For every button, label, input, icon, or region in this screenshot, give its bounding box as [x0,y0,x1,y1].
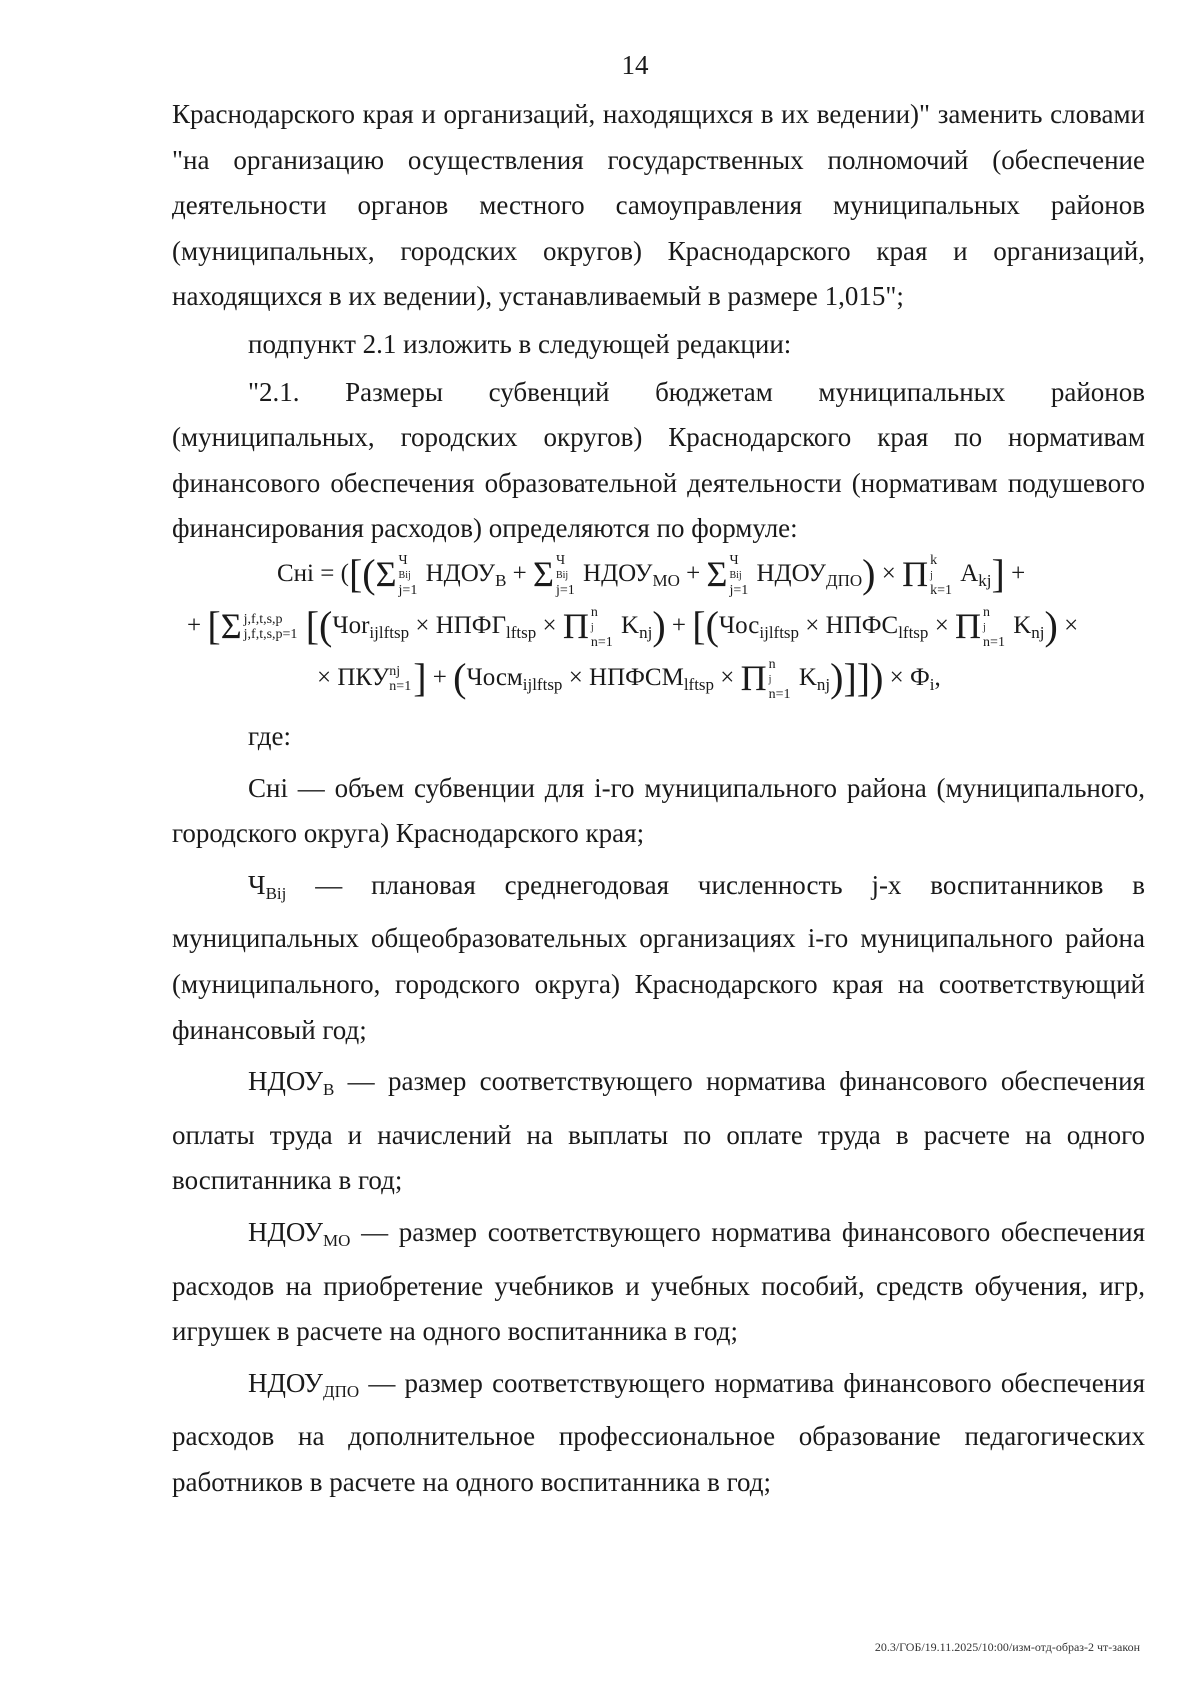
def-ndoudpo: $НДОУ_{ДПО}$ — размер соответствующего норматива финансового обеспечения расходов на дополнительное профессиональное образование педагогических работников в расчете на одного воспитанника в год; [172,1367,1145,1497]
text-block-top [172,92,1145,552]
footer-reference: 20.3/ГОБ/19.11.2025/10:00/изм-отд-образ-2 чт-закон [874,1640,1140,1654]
where-label: где: [248,721,291,751]
formula-line-2: + [Σ j,f,t,s,p j,f,t,s,p=1 [($Чоr_{ijlftsp} \times НПФГ_{lftsp} \times \Pi$ n j n=1 $K_{nj}) + [(Чос_{ijlftsp}$ × $НПФС_{lftsp} \times \Pi$ n j n=1 $K_{nj}$) × [187,603,1079,650]
def-ch: $Ч_{Вij}$ — плановая среднегодовая численность j-х воспитанников в муниципальных общеобразовательных организациях i-го муниципального района (муниципального, городского округа) Краснодарского края на соответствующий финансовый год; [172,869,1145,1045]
formula-line-3: × ПКУ nj n=1 ] + (Чосм$_{ijlftsp}$ × $НПФСМ_{lftsp} \times \Pi$ n j n=1 $K_{nj})]]) \times Ф_i$, [317,655,941,702]
def-ndoumo: $НДОУ_{МО}$ — размер соответствующего норматива финансового обеспечения расходов на приобретение учебников и учебных пособий, средств обучения, игр, игрушек в расчете на одного воспитанника в год; [172,1216,1145,1347]
paragraph-2-1: "2.1. Размеры субвенций бюджетам муниципальных районов (муниципальных, городских округов) Краснодарского края по нормативам финансового обеспечения образовательной деятельности (нормативам подушевого финансирования расходов) определяются по формуле: [172,376,1145,544]
paragraph-continuation: Краснодарского края и организаций, находящихся в их ведении)" заменить словами "на организацию осуществления государственных полномочий (обеспечение деятельности органов местного самоуправления муниципальных районов (муниципальных, городских округов) Краснодарского края и организаций, находящихся в их ведении), устанавливаемый в размере 1,015"; [172,99,1145,312]
def-ndouv: $НДОУ_В$ — размер соответствующего норматива финансового обеспечения оплаты труда и начислений на выплаты по оплате труда в расчете на одного воспитанника в год; [172,1066,1145,1196]
paragraph-subpoint: подпункт 2.1 изложить в следующей редакции: [248,328,792,359]
text-block-definitions [172,714,1145,1506]
formula [172,550,1145,700]
page-number: 14 [621,50,649,80]
def-cni: Сні — объем субвенции для i-го муниципального района (муниципального, городского округа) Краснодарского края; [172,772,1145,849]
formula-line-1: Сні = ([(Σ Ч Вij j=1 $НДОУ_В + \Sigma$ Ч Вij j=1 $НДОУ_{МО} + \Sigma$ Ч Вij j=1 $НДОУ_{ДПО}) \times \Pi$ k j k=1 $A_{kj}$] + [277,551,1026,598]
